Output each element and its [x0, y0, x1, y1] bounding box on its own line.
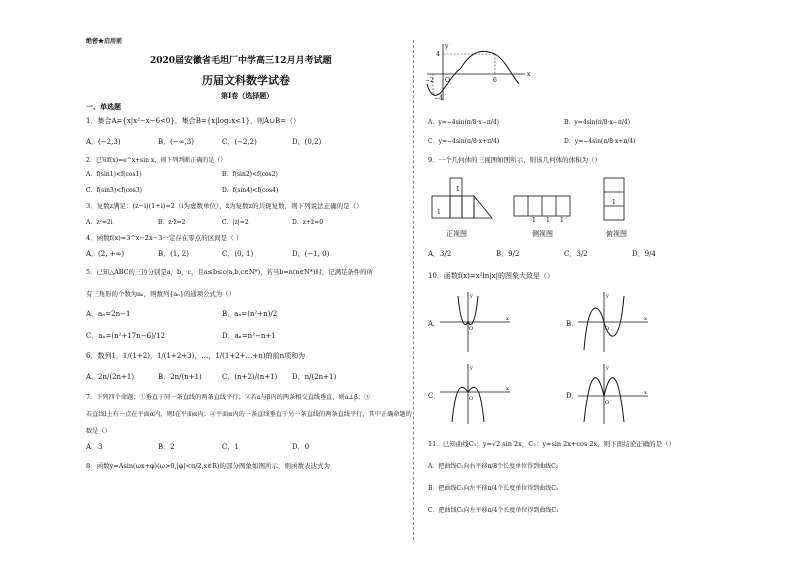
- q9-option-d: D．9/4: [632, 250, 656, 258]
- q4-option-d: D．(−1, 0): [292, 250, 330, 258]
- q10d-axis-y: y: [606, 365, 609, 371]
- q8-ytick-neg4: −4: [434, 95, 443, 102]
- q4-option-c: C．(0, 1): [222, 250, 254, 258]
- q8-ytick-4: 4: [436, 51, 440, 58]
- q9-top-label: 1: [612, 199, 616, 206]
- q10-option-a: A．: [428, 320, 441, 328]
- q7-stem-line1: 7．下列四个命题：①垂直于同一条直线的两条直线平行；②若a与β内的两条相交直线垂直，则a⊥β；③: [86, 394, 371, 401]
- q5-option-a: A．aₙ=2n−1: [86, 310, 131, 318]
- q8-option-d: D．y=−4sin(π/8·x+π/4): [564, 138, 636, 145]
- q6-option-a: A．2n/(2n+1): [86, 373, 135, 381]
- q8-option-a: A．y=−4sin(π/8·x−π/4): [428, 119, 500, 126]
- q10-graph-d: [576, 362, 652, 426]
- q8-option-b: B．y=4sin(π/8·x−π/4): [564, 119, 631, 126]
- q9-side-label-1: 1: [532, 217, 536, 224]
- q2-option-b: B．f(sin2)<f(cos2): [222, 171, 278, 178]
- q9-stem: 9．一个几何体的三视图如图所示，则该几何体的体积为（）: [428, 156, 602, 164]
- q3-option-d: D．z+z̄=0: [292, 219, 324, 226]
- q2-option-d: D．f(sin4)<f(cos4): [222, 187, 279, 194]
- q8-axis-y: y: [445, 43, 449, 50]
- q2-stem: 2．已知f(x)=e^x+sin x，则下列判断正确的是（）: [86, 157, 227, 164]
- q11-stem: 11．已知曲线C₁：y=√2 sin 2x，C₂：y=sin 2x+cos 2x，则下面结论正确的是（）: [428, 440, 676, 448]
- q10-graph-b: [576, 290, 652, 354]
- q10b-origin: O: [605, 326, 610, 332]
- part-label: 第I卷（选择题）: [221, 91, 274, 100]
- exam-title: 2020届安徽省毛坦厂中学高三12月月考试题: [150, 56, 332, 66]
- q10a-axis-x: x: [506, 316, 509, 322]
- q10-stem: 10．函数f(x)=x²ln|x|的图象大致是（）: [428, 272, 554, 280]
- q9-option-b: B．9/2: [496, 250, 520, 258]
- q10a-origin: O: [469, 326, 474, 332]
- exam-subtitle: 历届文科数学试卷: [202, 74, 290, 87]
- q9-top-view: [600, 176, 630, 222]
- q7-option-d: D．0: [292, 443, 310, 451]
- q1-stem: 1．集合A={x|x²−x−6<0}，集合B={x|log₂x<1}，则A∪B=（）: [86, 117, 300, 125]
- q9-view-top: 俯视图: [606, 230, 627, 238]
- q1-option-c: C．(−2,2): [222, 138, 257, 146]
- q5-option-c: C．aₙ=(n²+17n−6)/12: [86, 332, 166, 340]
- q6-option-d: D．n/(2n+1): [292, 373, 337, 381]
- q5-stem-line1: 5．已知△ABC的三边分别是a，b，c，且a≤b≤c(a,b,c∈N*)，若当b=n(n∈N*)时，记满足条件的所: [86, 268, 373, 276]
- q7-option-c: C．1: [222, 443, 239, 451]
- secret-label: 绝密★启用前: [86, 38, 123, 45]
- q4-option-b: B．(1, 2): [158, 250, 189, 258]
- q9-view-front: 正视图: [446, 230, 467, 238]
- q9-front-label-2: 1: [437, 209, 441, 216]
- q5-option-d: D．aₙ=n²−n+1: [222, 332, 276, 340]
- q10a-axis-y: y: [470, 293, 473, 299]
- q10d-axis-x: x: [644, 390, 647, 396]
- q7-option-a: A．3: [86, 443, 103, 451]
- q4-option-a: A．(2, +∞): [86, 250, 125, 258]
- q2-option-c: C．f(sin3)<f(cos3): [86, 187, 142, 194]
- q1-option-d: D．(0,2): [292, 138, 322, 146]
- q5-option-b: B．aₙ=(n²+n)/2: [222, 310, 278, 318]
- q10d-origin: O: [605, 400, 610, 406]
- q6-stem: 6．数列1，1/(1+2)，1/(1+2+3)，…，1/(1+2+…+n)的前n项和为: [86, 352, 306, 360]
- q8-origin-label: O: [445, 77, 450, 84]
- q10-graph-a: [438, 290, 514, 354]
- q1-option-a: A．(−2,3): [86, 138, 121, 146]
- q3-stem: 3．复数z满足：(z−i)(1+i)=2（i为虚数单位），z̄为复数z的共轭复数，则下列说法正确的是（）: [86, 202, 363, 210]
- column-divider: [413, 40, 414, 540]
- q8-xtick-neg2: −2: [425, 77, 434, 84]
- q10-option-d: D．: [566, 392, 579, 400]
- q8-stem: 8．函数y=Asin(ωx+φ)(ω>0,|φ|<π/2,x∈R)的部分图象如图所示，则函数表达式为: [86, 462, 331, 470]
- q9-option-c: C．3/2: [564, 250, 588, 258]
- q3-option-b: B．z·z̄=2: [158, 219, 186, 226]
- q9-front-view: [428, 176, 498, 222]
- q10b-axis-y: y: [606, 293, 609, 299]
- q11-option-b: B．把曲线C₁向左平移π/4个长度单位得到曲线C₂: [428, 485, 559, 492]
- q10-graph-c: [438, 362, 514, 426]
- section-heading: 一、单选题: [86, 102, 121, 111]
- q10c-axis-x: x: [506, 386, 509, 392]
- q9-option-a: A．3/2: [428, 250, 452, 258]
- q8-option-c: C．y=−4sin(π/8·x+π/4): [428, 138, 500, 145]
- q6-option-b: B．2n/(n+1): [158, 373, 202, 381]
- q8-xtick-6: 6: [493, 77, 497, 84]
- q5-stem-line2: 有三角形的个数为aₙ，则数列{aₙ}的通项公式为（）: [86, 290, 236, 298]
- q11-option-a: A．把曲线C₁向右平移π/8个长度单位得到曲线C₂: [428, 463, 559, 470]
- q10b-axis-x: x: [644, 316, 647, 322]
- q8-axis-x: x: [527, 71, 531, 78]
- q10-option-b: B．: [566, 320, 579, 328]
- q10c-origin: O: [469, 396, 474, 402]
- q11-option-c: C．把曲线C₂向左平移π/4个长度单位得到曲线C₁: [428, 507, 559, 514]
- q6-option-c: C．(n+2)/(n+1): [222, 373, 278, 381]
- q9-side-label-2: 1: [546, 217, 550, 224]
- q9-side-view: [512, 194, 574, 224]
- q3-option-a: A．z²=2i: [86, 219, 113, 226]
- q9-view-side: 侧视图: [532, 230, 553, 238]
- q7-stem-line3: 数是（）: [86, 428, 111, 435]
- q10c-axis-y: y: [470, 365, 473, 371]
- q7-stem-line2: 若直线l上有一点在平面α内，则l在平面α内；④平面α内的一条直线垂直于另一条直线的两条直线平行，其中正确命题的: [86, 411, 412, 418]
- q4-stem: 4．函数f(x)=3^x−2x−3一定存在零点的区间是（ ）: [86, 234, 243, 242]
- q2-option-a: A．f(sin1)<f(cos1): [86, 171, 142, 178]
- q1-option-b: B．(−∞,3): [158, 138, 194, 146]
- q9-front-label-1: 1: [456, 186, 460, 193]
- q3-option-c: C．|z|=2: [222, 219, 249, 226]
- q7-option-b: B．2: [158, 443, 175, 451]
- q10-option-c: C．: [428, 392, 441, 400]
- q8-sine-graph: [425, 40, 535, 102]
- q9-side-label-3: 1: [560, 217, 564, 224]
